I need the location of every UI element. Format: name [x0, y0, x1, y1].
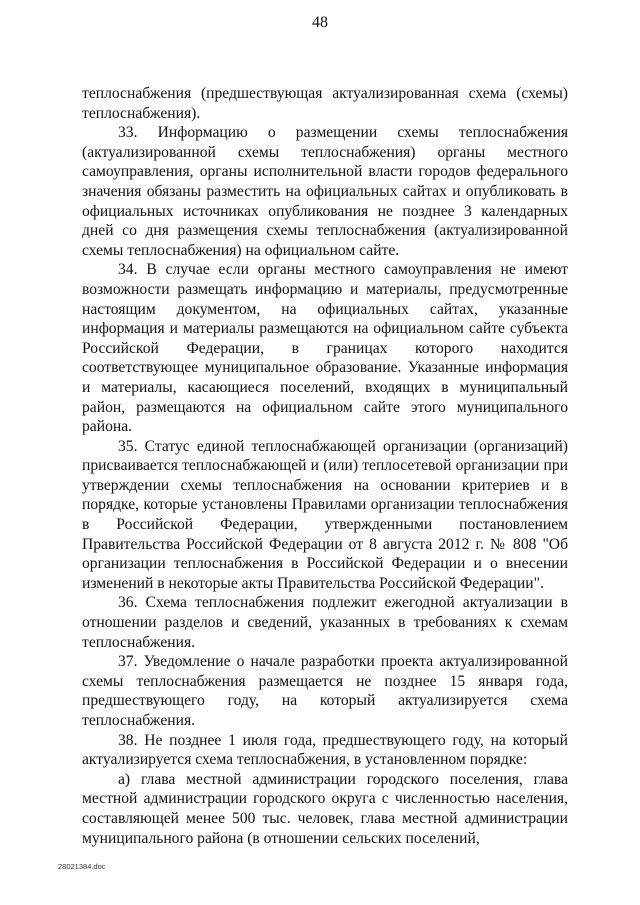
footer-file-code: 28021384.doc — [58, 862, 106, 871]
paragraph-33: 33. Информацию о размещении схемы теплоснабжения (актуализированной схемы теплоснабжения) органы местного самоуправления, органы исполнительной власти городов федерального значения обязаны разместить на официальных сайтах и опубликовать в официальных источниках опубликования не позднее 3 календарных дней со дня размещения схемы теплоснабжения (актуализированной схемы теплоснабжения) на официальном сайте. — [82, 124, 568, 259]
paragraph-37: 37. Уведомление о начале разработки проекта актуализированной схемы теплоснабжения размещается не позднее 15 января года, предшествующего году, на который актуализируется схема теплоснабжения. — [82, 653, 568, 729]
paragraph-38: 38. Не позднее 1 июля года, предшествующего году, на который актуализируется схема теплоснабжения, в установленном порядке: — [82, 731, 568, 769]
document-body — [82, 84, 568, 848]
paragraph-35: 35. Статус единой теплоснабжающей организации (организаций) присваивается теплоснабжающей и (или) теплосетевой организации при утверждении схемы теплоснабжения на основании критериев и в порядке, которые установлены Правилами организации теплоснабжения в Российской Федерации, утвержденными постановлением Правительства Российской Федерации от 8 августа 2012 г. № 808 "Об организации теплоснабжения в Российской Федерации и о внесении изменений в некоторые акты Правительства Российской Федерации". — [82, 437, 568, 592]
paragraph-continuation: теплоснабжения (предшествующая актуализированная схема (схемы) теплоснабжения). — [82, 85, 568, 122]
paragraph-38-a: а) глава местной администрации городского поселения, глава местной администрации городского округа с численностью населения, составляющей менее 500 тыс. человек, глава местной администрации муниципального района (в отношении сельских поселений, — [82, 770, 568, 847]
paragraph-36: 36. Схема теплоснабжения подлежит ежегодной актуализации в отношении разделов и сведений, указанных в требованиях к схемам теплоснабжения. — [82, 594, 568, 651]
paragraph-34: 34. В случае если органы местного самоуправления не имеют возможности размещать информацию и материалы, предусмотренные настоящим документом, на официальных сайтах, указанные информация и материалы размещаются на официальном сайте субъекта Российской Федерации, в границах которого находится соответствующее муниципальное образование. Указанные информация и материалы, касающиеся поселений, входящих в муниципальный район, размещаются на официальном сайте этого муниципального района. — [82, 261, 568, 436]
page-number: 48 — [312, 14, 328, 31]
